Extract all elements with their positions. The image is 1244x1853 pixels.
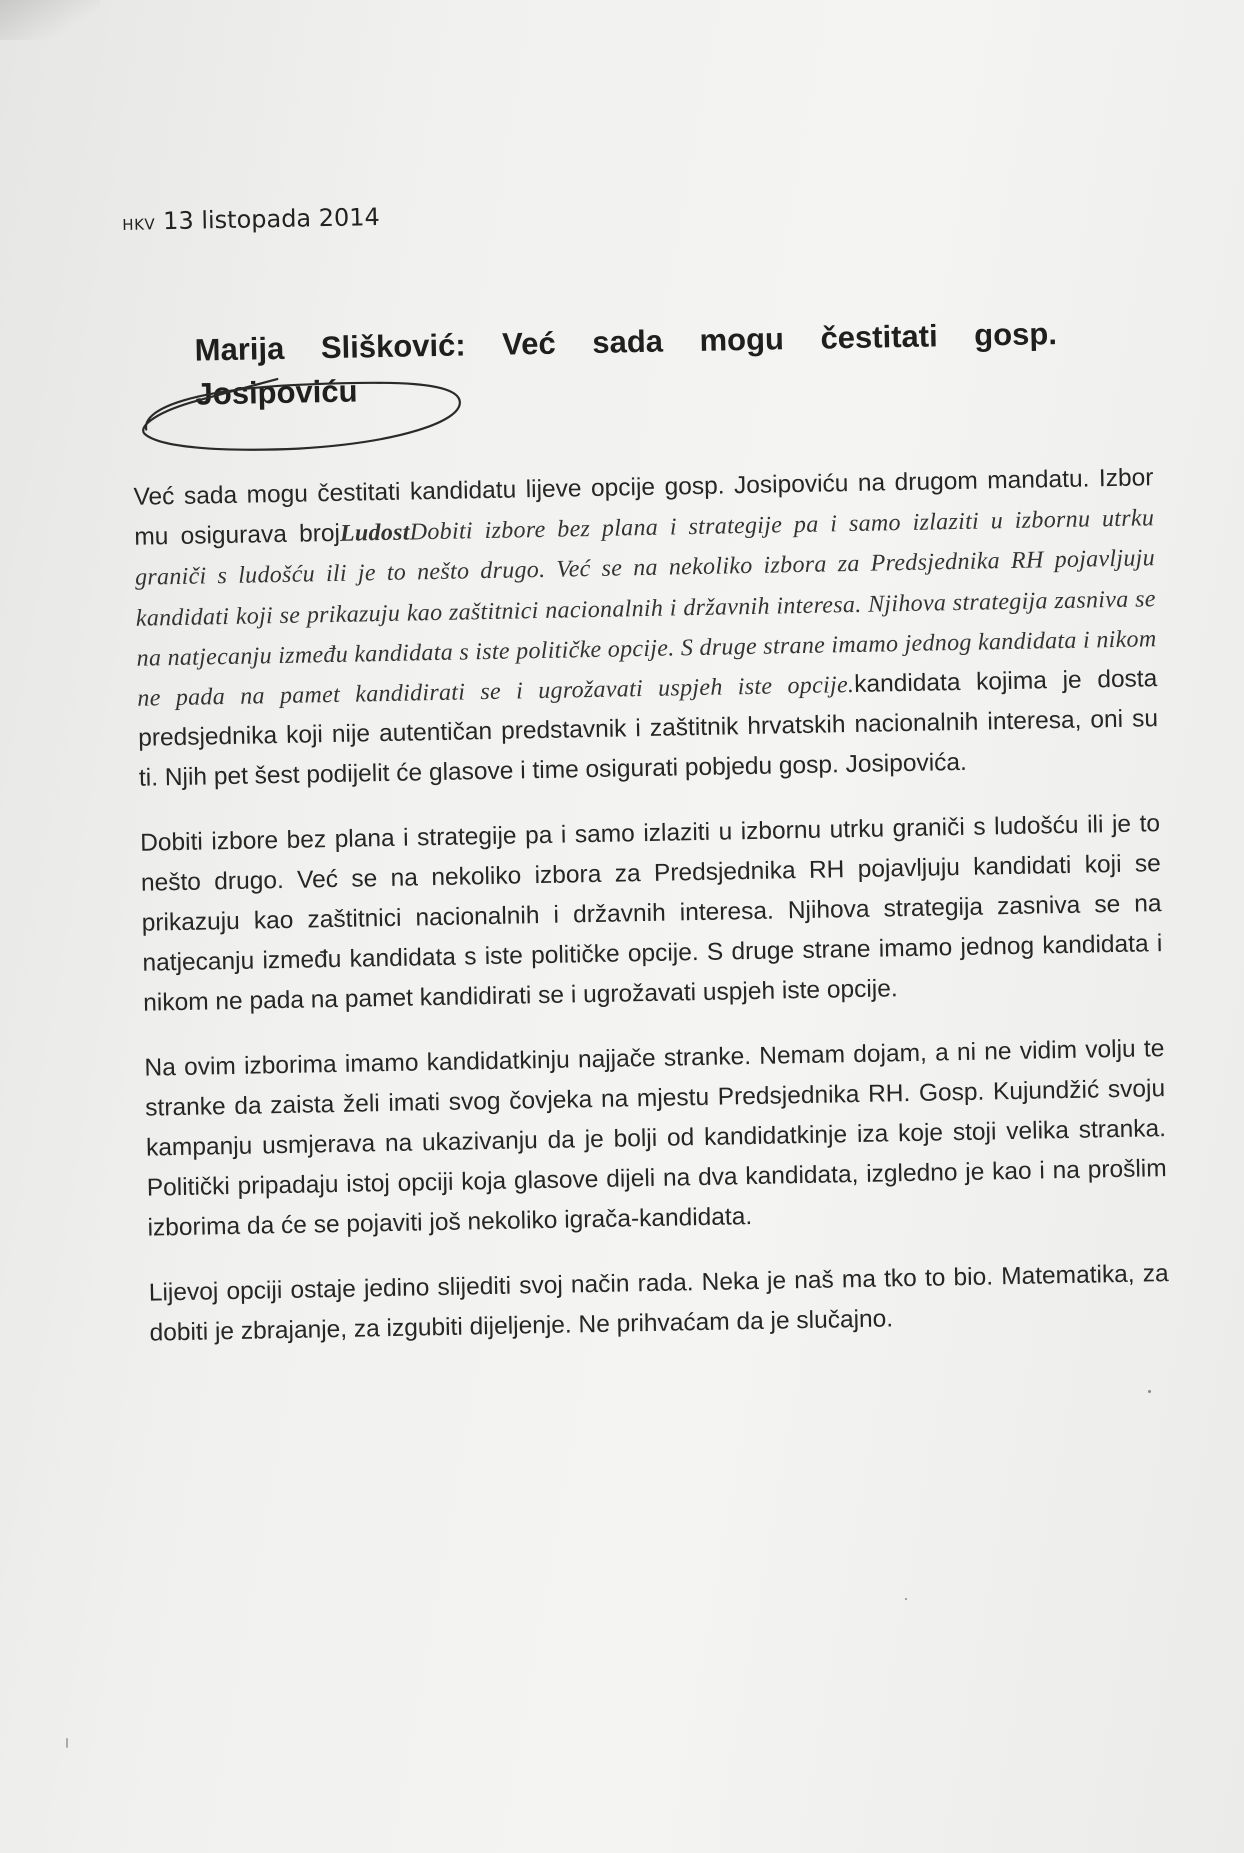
paper-speck (66, 1738, 68, 1748)
page-corner-shadow (0, 0, 100, 40)
source-label: HKV (122, 215, 156, 234)
paragraph-1-inserted-text: Dobiti izbore bez plana i strategije pa i samo izlaziti u izbornu utrku graniči s ludošću ili je to nešto drugo. Već se na nekoliko izbora za Predsjednika RH pojavljuju kandidati koji se prikazuju kao zaštitnici nacionalnih i državnih interesa. Njihova strategija zasniva se na natjecanju između kandidata s iste političke opcije. S druge strane imamo jednog kandidata i nikom ne pada na pamet kandidirati se i ugrožavati uspjeh iste opcije. (134, 505, 1157, 712)
headline-line-1: Marija Slišković: Već sada mogu čestitati gosp. (194, 316, 1058, 368)
handwritten-circle-mark (137, 361, 479, 458)
headline-line-2: Josipoviću (195, 373, 358, 412)
paragraph-4: Lijevoj opciji ostaje jedino slijediti svoj način rada. Neka je naš ma tko to bio. Matematika, za dobiti je zbrajanje, za izgubiti dijeljenje. Ne prihvaćam da je slučajno. (148, 1259, 1169, 1347)
paragraph-1 (133, 458, 1159, 799)
paper-speck (905, 1598, 907, 1600)
paragraph-1-inserted-title: Ludost (339, 519, 410, 548)
paragraph-3: Na ovim izborima imamo kandidatkinju najjače stranke. Nemam dojam, a ni ne vidim volju te stranke da zaista želi imati svog čovjeka na mjestu Predsjednika RH. Gosp. Kujundžić svoju kampanju usmjerava na ukazivanju da je bolji od kandidatkinje iza koje stoji velika stranka. Politički pripadaju istoj opciji koja glasove dijeli na dva kandidata, izgledno je kao i na prošlim izborima da će se pojaviti još nekoliko igrača-kandidata. (144, 1034, 1167, 1243)
paper-speck (1148, 1390, 1151, 1393)
article-body (133, 458, 1170, 1377)
paragraph-2: Dobiti izbore bez plana i strategije pa i samo izlaziti u izbornu utrku graniči s ludošću ili je to nešto drugo. Već se na nekoliko izbora za Predsjednika RH pojavljuju kandidati koji se prikazuju kao zaštitnici nacionalnih i državnih interesa. Njihova strategija zasniva se na natjecanju između kandidata s iste političke opcije. S druge strane imamo jednog kandidata i nikom ne pada na pamet kandidirati se i ugrožavati uspjeh iste opcije. (139, 809, 1163, 1018)
publish-date: 13 listopada 2014 (162, 203, 381, 236)
paragraph-1-start: Već sada mogu čestitati kandidatu lijeve opcije gosp. Josipoviću na drugom mandatu. Izbor mu osigurava broj (133, 464, 1154, 551)
paragraph-1-end: kandidata kojima je dosta predsjednika koji nije autentičan predstavnik i zaštitnik hrvatskih nacionalnih interesa, oni su ti. Njih pet šest podijelit će glasove i time osigurati pobjedu gosp. Josipovića. (137, 665, 1159, 793)
dateline (122, 203, 380, 236)
